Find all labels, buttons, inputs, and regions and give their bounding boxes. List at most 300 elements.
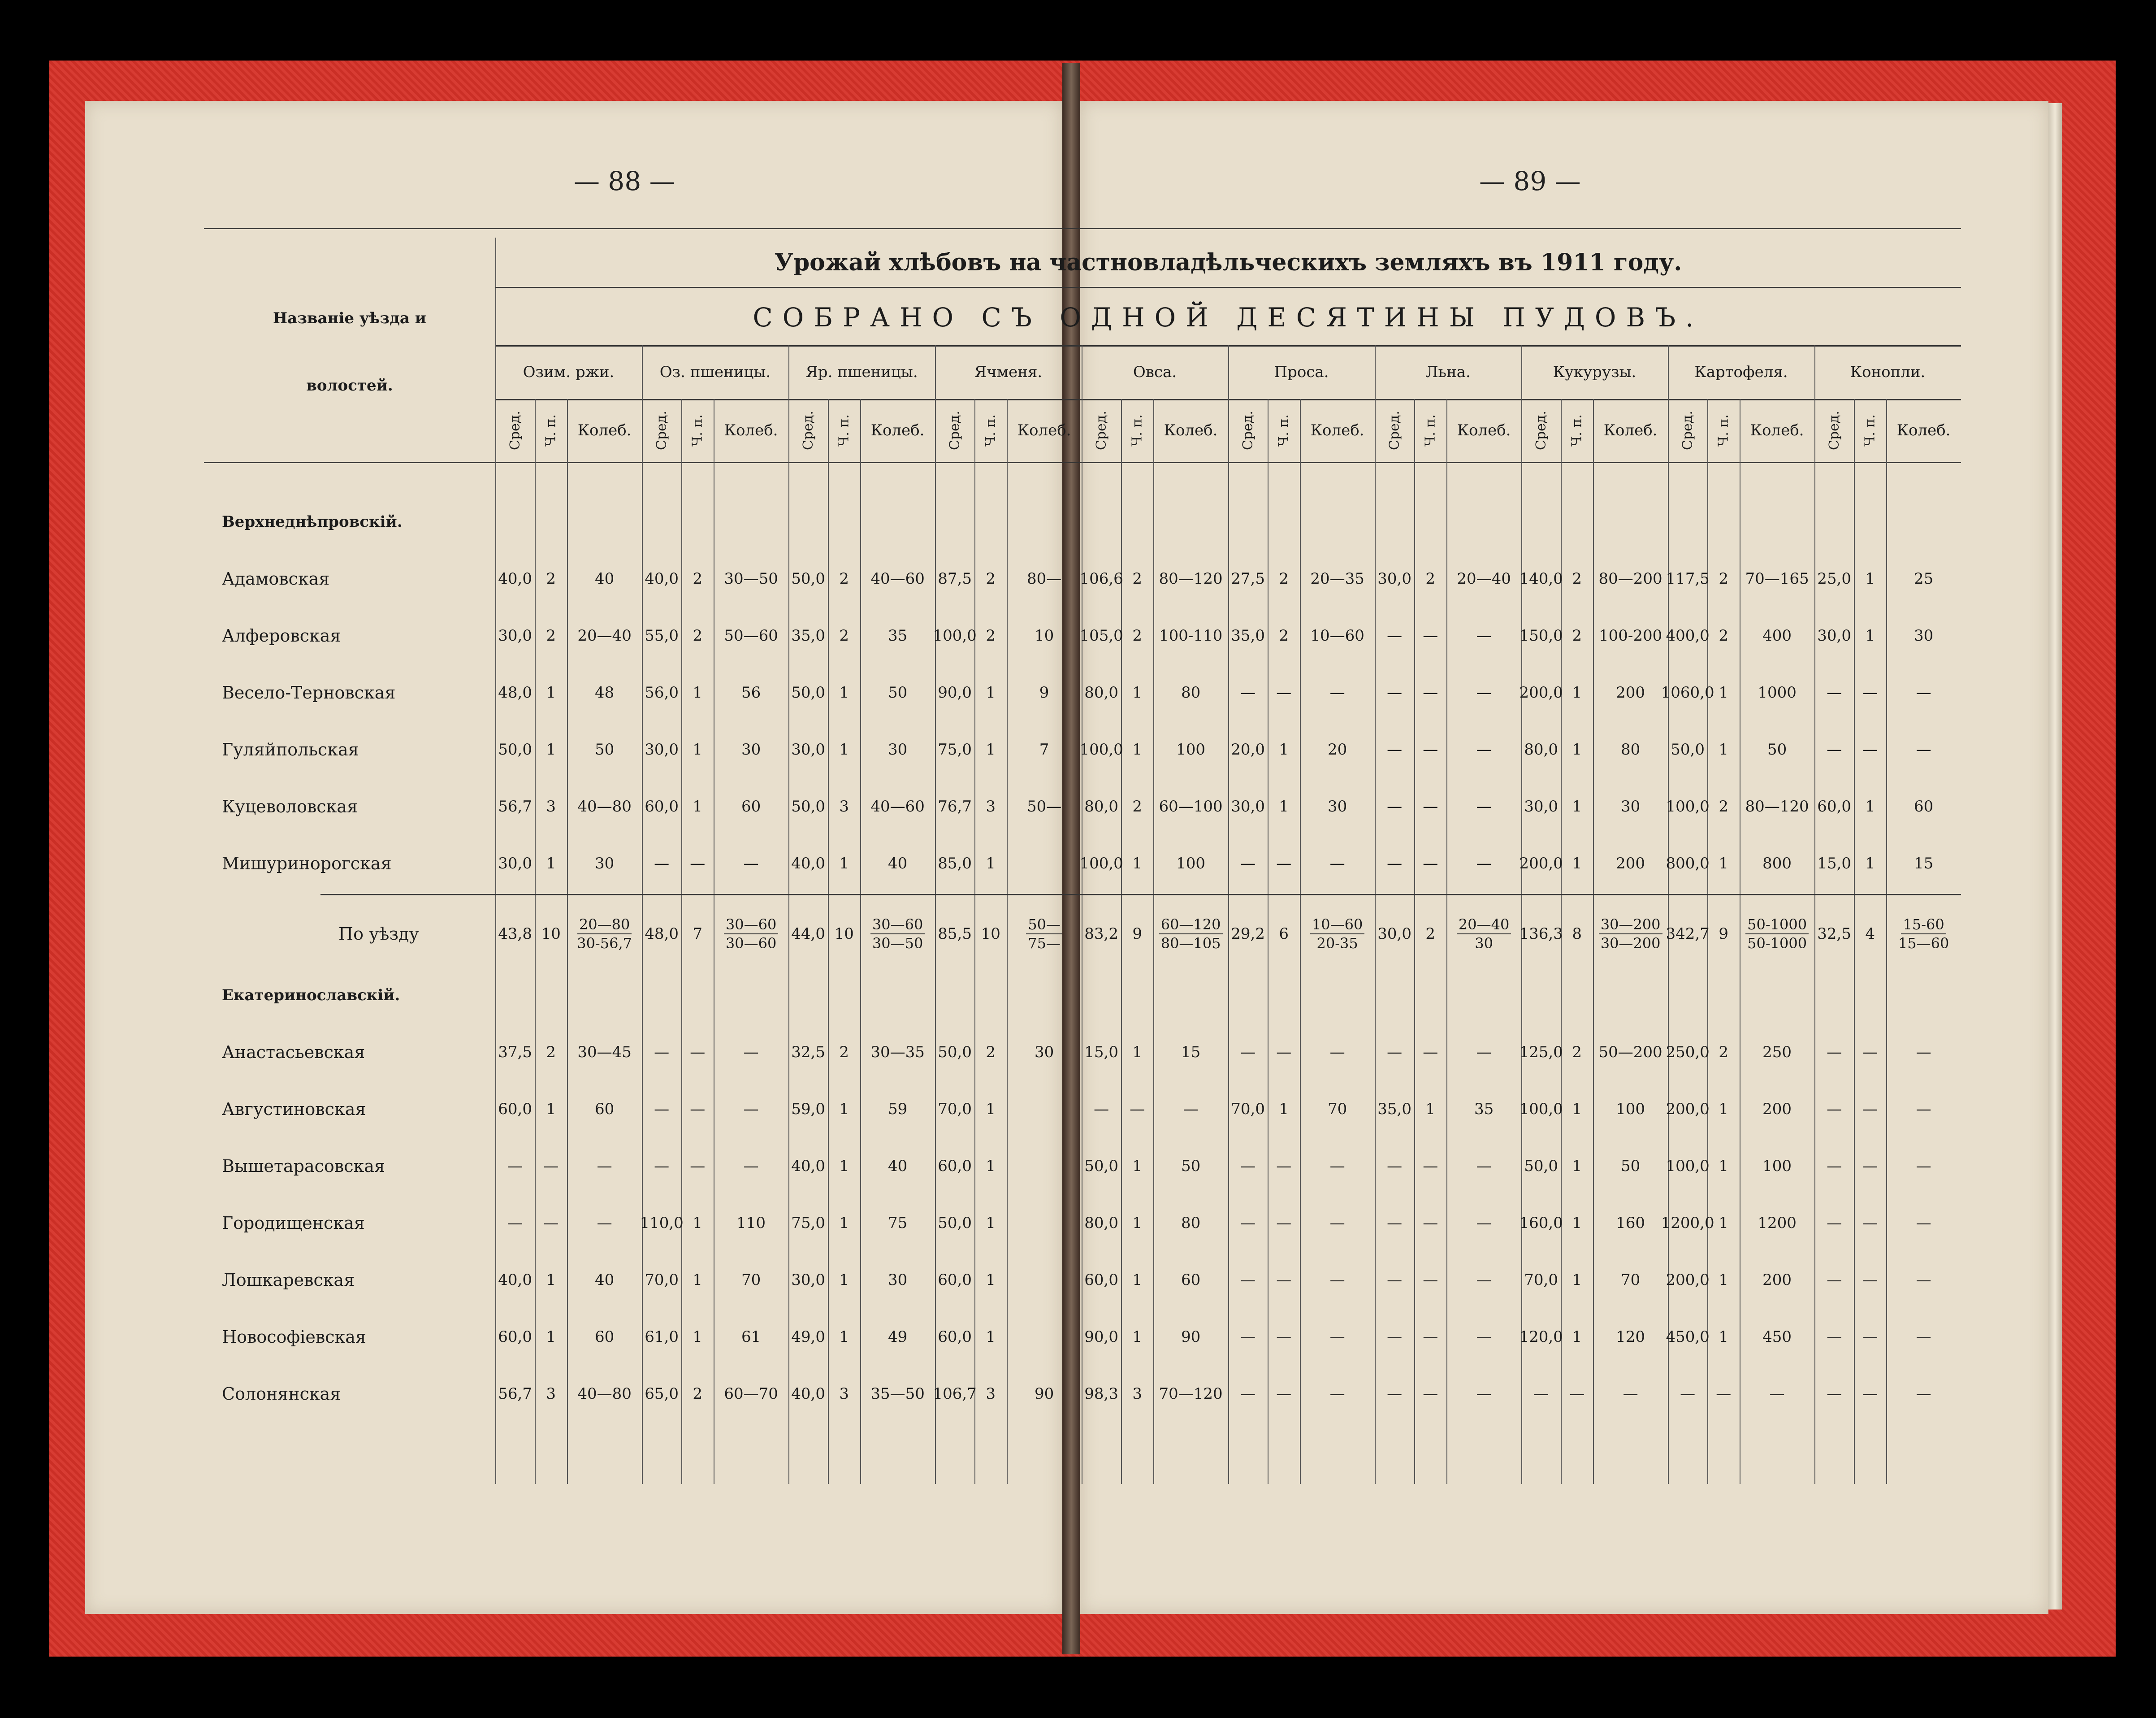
table-cell: 1: [1132, 683, 1143, 702]
table-cell: —: [1476, 1157, 1492, 1175]
table-cell: [1007, 835, 1082, 892]
fraction-part: 80—105: [1160, 934, 1221, 952]
table-cell: —: [1387, 1384, 1403, 1403]
table-cell: 2: [839, 626, 849, 645]
table-cell: 40: [594, 1271, 615, 1289]
district-name: Верхнеднѣпровскій.: [222, 512, 403, 531]
table-cell: —: [1916, 1271, 1931, 1289]
table-cell: —: [1423, 1157, 1438, 1175]
table-cell: 60: [594, 1100, 615, 1118]
table-cell: —: [1827, 1043, 1842, 1061]
table-cell: 80—120: [1745, 797, 1809, 816]
table-cell: —: [1240, 1384, 1256, 1403]
table-cell: —: [1476, 1271, 1492, 1289]
table-cell: —: [1329, 854, 1345, 872]
table-cell: 1: [693, 797, 703, 816]
table-cell: 9: [1039, 683, 1049, 702]
table-cell: 15: [1914, 854, 1934, 872]
table-cell: 60: [594, 1328, 615, 1346]
fraction-part: 75—: [1028, 934, 1061, 952]
table-cell: —: [1423, 740, 1438, 759]
table-cell: 60,0: [938, 1157, 972, 1175]
table-cell: 1: [1719, 683, 1729, 702]
table-cell: 90,0: [1084, 1328, 1118, 1346]
table-cell: 87,5: [938, 569, 972, 588]
table-cell: —: [543, 1214, 559, 1232]
table-cell: —: [1240, 683, 1256, 702]
fraction-part: 30-56,7: [577, 934, 632, 952]
total-cell: 29,2: [1231, 924, 1265, 943]
table-cell: 1: [693, 1214, 703, 1232]
table-cell: 49,0: [791, 1328, 825, 1346]
fraction-part: 20—40: [1457, 915, 1511, 934]
table-cell: 1: [1572, 1214, 1582, 1232]
table-cell: 1: [986, 1271, 996, 1289]
row-name: Лошкаревская: [222, 1270, 355, 1290]
table-cell: 1: [1572, 1328, 1582, 1346]
table-cell: [1007, 1251, 1082, 1308]
table-cell: —: [1862, 1043, 1878, 1061]
crop-header: Овса.: [1133, 363, 1177, 381]
table-cell: 1: [986, 1100, 996, 1118]
table-cell: 200,0: [1666, 1100, 1710, 1118]
table-cell: 3: [839, 797, 849, 816]
table-cell: 40—80: [577, 797, 632, 816]
table-cell: 48: [594, 683, 615, 702]
table-cell: —: [654, 1157, 670, 1175]
table-cell: 1: [1572, 683, 1582, 702]
table-cell: 60,0: [645, 797, 679, 816]
table-cell: 20—35: [1310, 569, 1364, 588]
total-cell: 342,7: [1666, 924, 1710, 943]
table-cell: —: [1423, 1271, 1438, 1289]
table-cell: —: [1476, 626, 1492, 645]
table-cell: 60,0: [938, 1328, 972, 1346]
table-cell: 1: [1865, 569, 1875, 588]
table-cell: 61,0: [645, 1328, 679, 1346]
table-cell: 1: [1132, 1043, 1143, 1061]
table-cell: 30,0: [1377, 569, 1411, 588]
table-cell: 400: [1762, 626, 1792, 645]
sub-header: Ч. п.: [983, 414, 999, 447]
table-cell: —: [507, 1214, 523, 1232]
table-cell: 55,0: [645, 626, 679, 645]
sub-header: Ч. п.: [689, 414, 706, 447]
sub-header: Ч. п.: [836, 414, 852, 447]
table-cell: —: [690, 1043, 706, 1061]
crop-header: Льна.: [1425, 363, 1471, 381]
table-cell: 50,0: [938, 1214, 972, 1232]
table-cell: —: [1769, 1384, 1785, 1403]
crop-header: Картофеля.: [1694, 363, 1788, 381]
table-cell: 1: [1572, 1271, 1582, 1289]
table-cell: 1: [546, 740, 556, 759]
table-cell: —: [1183, 1100, 1199, 1118]
table-cell: 1: [839, 1328, 849, 1346]
table-cell: 1000: [1758, 683, 1797, 702]
table-cell: 70: [741, 1271, 761, 1289]
table-cell: 90,0: [938, 683, 972, 702]
table-cell: 32,5: [791, 1043, 825, 1061]
total-fraction-cell: [714, 901, 788, 967]
table-cell: 56,7: [498, 797, 532, 816]
table-cell: —: [1476, 854, 1492, 872]
table-cell: 50: [1767, 740, 1787, 759]
table-cell: 2: [546, 626, 556, 645]
table-cell: —: [1827, 1271, 1842, 1289]
total-cell: 2: [1425, 924, 1436, 943]
fraction-part: 30—200: [1599, 915, 1662, 934]
fraction-part: 20-35: [1316, 934, 1358, 952]
fraction-part: 50—: [1026, 915, 1062, 934]
table-cell: 30: [888, 1271, 908, 1289]
table-cell: 27,5: [1231, 569, 1265, 588]
table-cell: 30: [1620, 797, 1641, 816]
table-cell: 80: [1181, 1214, 1201, 1232]
table-cell: 106,6: [1079, 569, 1123, 588]
total-cell: 85,5: [938, 924, 972, 943]
table-cell: —: [1329, 1214, 1345, 1232]
table-cell: —: [1423, 1384, 1438, 1403]
table-cell: 1: [839, 683, 849, 702]
table-cell: 120,0: [1519, 1328, 1563, 1346]
table-cell: 70,0: [938, 1100, 972, 1118]
table-cell: 70—120: [1159, 1384, 1223, 1403]
sub-header: Колеб.: [1750, 421, 1804, 439]
table-cell: 1: [693, 740, 703, 759]
table-cell: 30,0: [1524, 797, 1558, 816]
row-name: Алферовская: [222, 625, 341, 646]
table-cell: 60,0: [1817, 797, 1851, 816]
fraction-part: 30—60: [870, 915, 925, 934]
table-cell: 30,0: [791, 1271, 825, 1289]
table-cell: [1007, 1308, 1082, 1365]
table-cell: 40: [888, 1157, 908, 1175]
table-cell: 40,0: [791, 1157, 825, 1175]
table-cell: 70: [1327, 1100, 1347, 1118]
table-cell: 1: [1719, 740, 1729, 759]
table-header-rule: [204, 462, 1961, 463]
table-cell: 200: [1762, 1100, 1792, 1118]
fraction-part: 30—60: [725, 934, 777, 952]
table-cell: —: [1240, 854, 1256, 872]
page-number-right: — 89 —: [1479, 166, 1581, 196]
table-cell: 1: [1719, 1328, 1729, 1346]
table-cell: 1: [839, 1100, 849, 1118]
table-cell: —: [1387, 1271, 1403, 1289]
table-cell: 59: [888, 1100, 908, 1118]
table-cell: 2: [1719, 626, 1729, 645]
table-cell: 60,0: [1084, 1271, 1118, 1289]
total-cell: 43,8: [498, 924, 532, 943]
table-cell: —: [1423, 1214, 1438, 1232]
total-fraction-cell: [1153, 901, 1228, 967]
table-cell: 35,0: [1377, 1100, 1411, 1118]
table-cell: 35—50: [870, 1384, 925, 1403]
table-top-rule: [204, 228, 1961, 229]
table-cell: 100-200: [1598, 626, 1662, 645]
table-cell: 1: [1572, 797, 1582, 816]
table-cell: —: [1240, 1043, 1256, 1061]
row-name: Августиновская: [222, 1099, 366, 1119]
table-cell: 40: [888, 854, 908, 872]
table-cell: 1: [1279, 797, 1289, 816]
table-cell: —: [1240, 1157, 1256, 1175]
table-cell: 160: [1616, 1214, 1645, 1232]
table-cell: 1: [546, 683, 556, 702]
total-fraction-cell: [1300, 901, 1375, 967]
table-cell: —: [654, 1043, 670, 1061]
table-cell: —: [1827, 1214, 1842, 1232]
table-cell: 70,0: [1524, 1271, 1558, 1289]
table-cell: 80,0: [1084, 797, 1118, 816]
sub-header: Колеб.: [1017, 421, 1071, 439]
table-cell: 70: [1620, 1271, 1641, 1289]
table-cell: 49: [888, 1328, 908, 1346]
total-fraction-cell: [567, 901, 642, 967]
table-cell: 1: [839, 854, 849, 872]
page-edges: [2048, 103, 2062, 1610]
table-cell: —: [1276, 1043, 1292, 1061]
table-cell: 1: [1572, 1157, 1582, 1175]
table-cell: 20—40: [1457, 569, 1511, 588]
total-cell: 48,0: [645, 924, 679, 943]
table-cell: 450,0: [1666, 1328, 1710, 1346]
crop-header: Конопли.: [1850, 363, 1926, 381]
table-cell: 1: [1279, 1100, 1289, 1118]
table-cell: 1: [1132, 740, 1143, 759]
table-cell: —: [1716, 1384, 1732, 1403]
name-column-header-1: Названіе уѣзда и: [273, 309, 426, 327]
table-cell: —: [1276, 1271, 1292, 1289]
table-cell: —: [1623, 1384, 1638, 1403]
total-cell: 30,0: [1377, 924, 1411, 943]
table-cell: 35: [1474, 1100, 1494, 1118]
table-cell: —: [1094, 1100, 1109, 1118]
table-cell: 1: [1865, 797, 1875, 816]
table-cell: —: [1916, 740, 1931, 759]
table-cell: 3: [546, 797, 556, 816]
fraction-part: 30—50: [872, 934, 923, 952]
table-cell: 100: [1176, 854, 1206, 872]
table-cell: 80—200: [1598, 569, 1662, 588]
table-cell: 76,7: [938, 797, 972, 816]
table-cell: 30,0: [791, 740, 825, 759]
table-cell: 65,0: [645, 1384, 679, 1403]
table-cell: —: [1827, 1100, 1842, 1118]
table-cell: —: [1680, 1384, 1696, 1403]
table-cell: 30: [741, 740, 761, 759]
table-cell: —: [1276, 1328, 1292, 1346]
table-cell: —: [743, 1043, 759, 1061]
total-fraction-cell: [1446, 901, 1521, 967]
row-name: Солонянская: [222, 1384, 341, 1404]
table-cell: 60,0: [498, 1100, 532, 1118]
table-cell: 150,0: [1519, 626, 1563, 645]
table-cell: 2: [1279, 626, 1289, 645]
table-cell: 110,0: [640, 1214, 684, 1232]
table-cell: 160,0: [1519, 1214, 1563, 1232]
table-cell: —: [1387, 683, 1403, 702]
table-cell: 50: [594, 740, 615, 759]
table-cell: 3: [986, 797, 996, 816]
table-cell: 50,0: [498, 740, 532, 759]
table-cell: 2: [1132, 797, 1143, 816]
table-cell: —: [1916, 1328, 1931, 1346]
table-cell: 2: [1132, 569, 1143, 588]
table-cell: 100-110: [1159, 626, 1223, 645]
table-cell: 1: [986, 740, 996, 759]
sub-header: Сред.: [947, 411, 963, 450]
table-cell: —: [1329, 1328, 1345, 1346]
table-cell: 2: [1425, 569, 1436, 588]
table-cell: —: [1827, 1157, 1842, 1175]
table-cell: —: [1862, 740, 1878, 759]
table-cell: 1: [1719, 1157, 1729, 1175]
table-cell: 2: [693, 569, 703, 588]
table-cell: —: [690, 854, 706, 872]
table-cell: 80,0: [1524, 740, 1558, 759]
table-cell: 117,5: [1666, 569, 1710, 588]
table-cell: 800: [1762, 854, 1792, 872]
table-cell: 1: [1719, 1100, 1729, 1118]
table-cell: [1007, 1194, 1082, 1251]
table-cell: —: [1476, 1384, 1492, 1403]
table-cell: 80—: [1026, 569, 1062, 588]
total-name: По уѣзду: [338, 924, 419, 944]
table-cell: —: [543, 1157, 559, 1175]
table-cell: —: [1387, 1043, 1403, 1061]
table-cell: —: [1916, 1100, 1931, 1118]
table-cell: 1: [546, 854, 556, 872]
table-cell: 3: [1132, 1384, 1143, 1403]
table-cell: 250: [1762, 1043, 1792, 1061]
table-cell: 75: [888, 1214, 908, 1232]
table-cell: 15,0: [1084, 1043, 1118, 1061]
table-cell: 2: [546, 1043, 556, 1061]
table-cell: 80,0: [1084, 1214, 1118, 1232]
table-cell: 30: [594, 854, 615, 872]
total-cell: 10: [541, 924, 561, 943]
table-cell: —: [1387, 1328, 1403, 1346]
table-cell: 75,0: [791, 1214, 825, 1232]
table-cell: —: [1387, 797, 1403, 816]
table-cell: 1: [693, 683, 703, 702]
table-cell: —: [1916, 1043, 1931, 1061]
table-cell: 48,0: [498, 683, 532, 702]
table-cell: 50: [1620, 1157, 1641, 1175]
total-fraction-cell: [1886, 901, 1961, 967]
table-cell: —: [1862, 1100, 1878, 1118]
table-cell: 2: [546, 569, 556, 588]
table-cell: 2: [986, 1043, 996, 1061]
sub-header: Колеб.: [1457, 421, 1511, 439]
table-cell: —: [1476, 740, 1492, 759]
table-cell: 105,0: [1079, 626, 1123, 645]
table-cell: 50: [1181, 1157, 1201, 1175]
table-cell: 106,7: [933, 1384, 977, 1403]
table-cell: 40—60: [870, 569, 925, 588]
table-cell: 20—40: [577, 626, 632, 645]
table-cell: 100,0: [1079, 854, 1123, 872]
table-cell: 30,0: [645, 740, 679, 759]
table-cell: —: [597, 1214, 612, 1232]
sub-header: Колеб.: [577, 421, 632, 439]
table-cell: 56,0: [645, 683, 679, 702]
table-cell: —: [1916, 1157, 1931, 1175]
sub-header: Колеб.: [724, 421, 778, 439]
sub-header: Ч. п.: [543, 414, 559, 447]
table-cell: —: [1476, 797, 1492, 816]
table-cell: —: [1276, 1384, 1292, 1403]
table-cell: 1: [839, 1214, 849, 1232]
table-cell: 1: [986, 1214, 996, 1232]
table-cell: —: [1130, 1100, 1145, 1118]
table-cell: 1: [693, 1328, 703, 1346]
sub-header: Сред.: [1826, 411, 1842, 450]
total-cell: 44,0: [791, 924, 825, 943]
table-cell: 2: [1719, 569, 1729, 588]
crop-header: Проса.: [1274, 363, 1329, 381]
crop-header: Кукурузы.: [1553, 363, 1636, 381]
sub-header: Колеб.: [1164, 421, 1218, 439]
table-cell: —: [1240, 1214, 1256, 1232]
table-cell: 60,0: [938, 1271, 972, 1289]
table-cell: 800,0: [1666, 854, 1710, 872]
table-cell: 1: [839, 740, 849, 759]
fraction-part: 60—120: [1159, 915, 1223, 934]
total-cell: 9: [1132, 924, 1143, 943]
table-cell: 50: [888, 683, 908, 702]
table-cell: 59,0: [791, 1100, 825, 1118]
table-cell: 1: [1132, 1271, 1143, 1289]
table-cell: —: [1569, 1384, 1585, 1403]
district-name: Екатеринославскій.: [222, 986, 400, 1004]
table-cell: 1: [546, 1100, 556, 1118]
total-cell: 32,5: [1817, 924, 1851, 943]
table-cell: —: [1387, 1157, 1403, 1175]
fraction-part: 10—60: [1310, 915, 1364, 934]
sub-header: Ч. п.: [1862, 414, 1878, 447]
fraction-part: 30—200: [1600, 934, 1661, 952]
table-cell: 60,0: [498, 1328, 532, 1346]
table-cell: 80: [1620, 740, 1641, 759]
table-cell: —: [1827, 1384, 1842, 1403]
table-cell: 50—60: [724, 626, 778, 645]
fraction-part: 50-1000: [1747, 934, 1807, 952]
table-cell: 60: [741, 797, 761, 816]
table-cell: 60—100: [1159, 797, 1223, 816]
table-cell: 70,0: [1231, 1100, 1265, 1118]
total-cell: 6: [1279, 924, 1289, 943]
table-cell: 1200: [1758, 1214, 1797, 1232]
sub-header: Ч. п.: [1715, 414, 1732, 447]
table-cell: [1007, 1080, 1082, 1137]
table-subtitle: СОБРАНО СЪ ОДНОЙ ДЕСЯТИНЫ ПУДОВЪ.: [753, 302, 1704, 333]
table-cell: 1: [1865, 626, 1875, 645]
table-cell: 200,0: [1519, 683, 1563, 702]
table-cell: —: [1423, 854, 1438, 872]
table-cell: 2: [986, 626, 996, 645]
sub-header: Колеб.: [1896, 421, 1951, 439]
table-cell: 56,7: [498, 1384, 532, 1403]
total-cell: 83,2: [1084, 924, 1118, 943]
table-cell: 70,0: [645, 1271, 679, 1289]
table-cell: 30: [888, 740, 908, 759]
fraction-part: 50-1000: [1745, 915, 1809, 934]
table-cell: 10: [1034, 626, 1054, 645]
table-cell: 100: [1762, 1157, 1792, 1175]
